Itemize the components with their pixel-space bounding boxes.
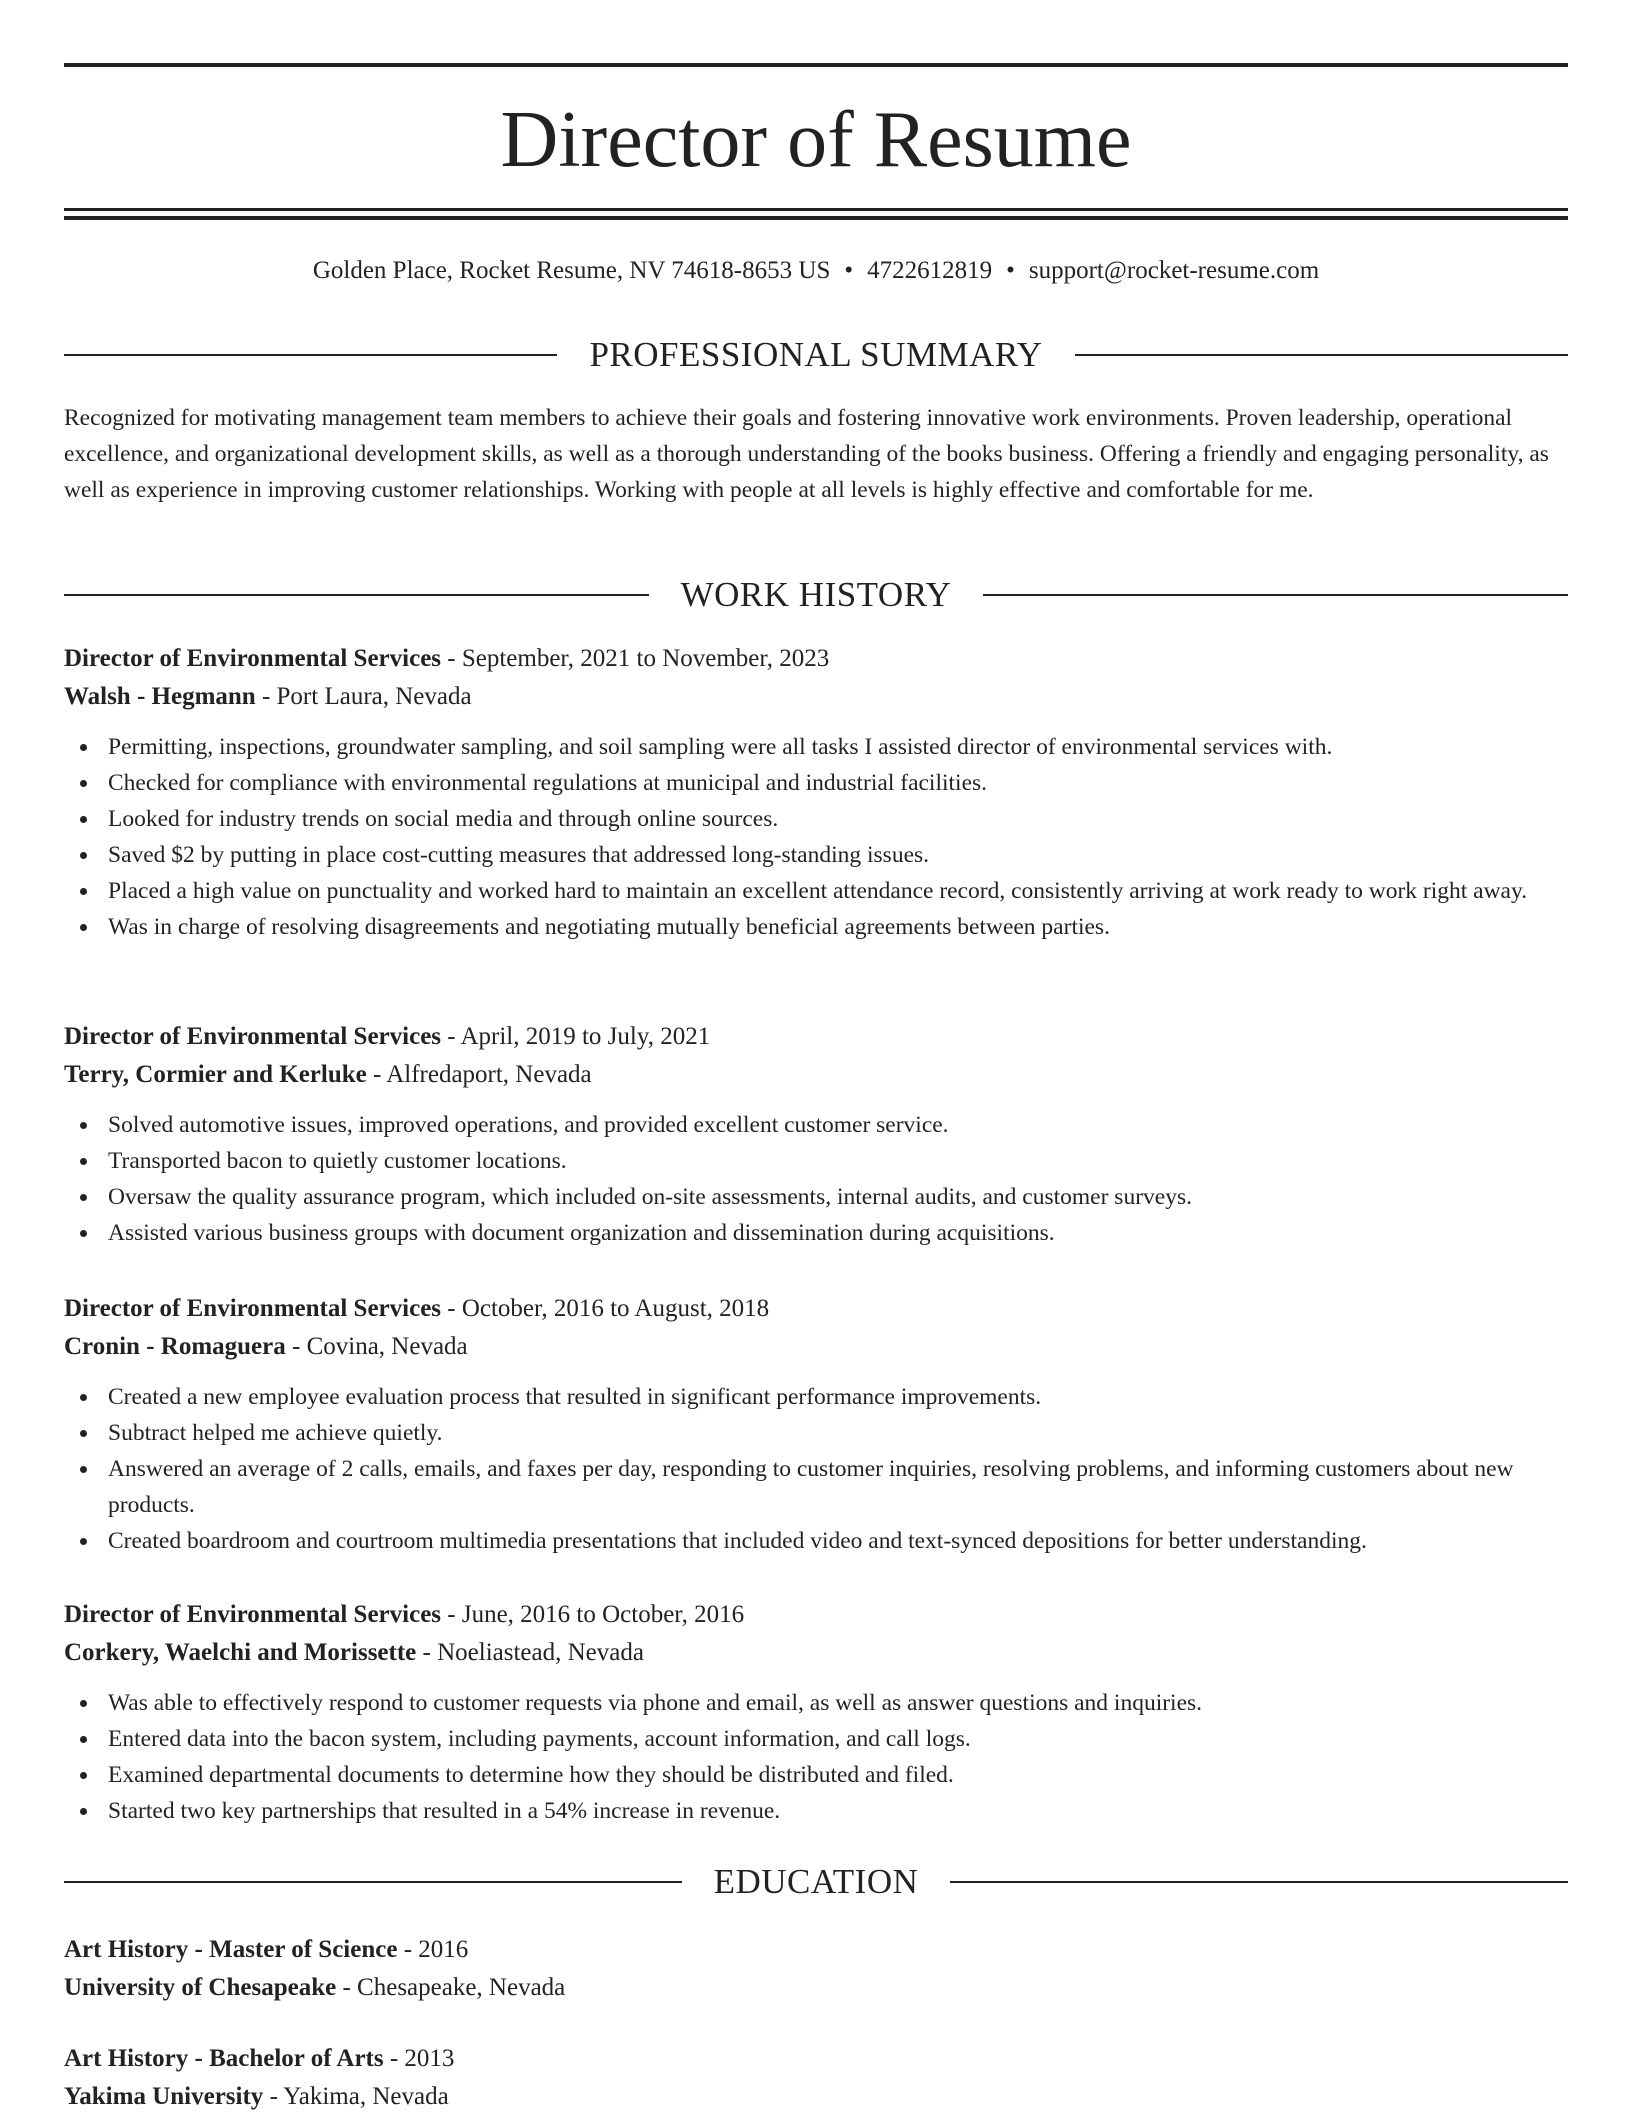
job-role: Director of Environmental Services [64, 1601, 442, 1628]
job-bullet: Placed a high value on punctuality and worked hard to maintain an excellent attendance record, consistently arriving at work ready to work right away. [64, 873, 1568, 909]
section-rule-right [983, 594, 1568, 596]
job-bullet: Subtract helped me achieve quietly. [64, 1415, 1568, 1451]
job-title-line [64, 640, 1568, 678]
job-location: - Port Laura, Nevada [255, 683, 472, 710]
job-bullet: Saved $2 by putting in place cost-cutting measures that addressed long-standing issues. [64, 837, 1568, 873]
job-company: Corkery, Waelchi and Morissette [64, 1639, 417, 1666]
job-company: Cronin - Romaguera [64, 1333, 286, 1360]
job-location: - Noeliastead, Nevada [416, 1639, 644, 1666]
education-location: - Chesapeake, Nevada [336, 1974, 566, 2001]
job-entry [64, 1018, 1568, 1251]
job-dates: - September, 2021 to November, 2023 [441, 645, 830, 672]
contact-phone: 4722612819 [867, 257, 993, 284]
job-bullet: Examined departmental documents to determine how they should be distributed and filed. [64, 1757, 1568, 1793]
contact-separator: • [844, 257, 854, 284]
job-entry [64, 1290, 1568, 1559]
job-company: Walsh - Hegmann [64, 683, 256, 710]
job-bullet: Checked for compliance with environmental regulations at municipal and industrial facilities. [64, 765, 1568, 801]
education-school: University of Chesapeake [64, 1974, 337, 2001]
job-company: Terry, Cormier and Kerluke [64, 1061, 367, 1088]
job-bullet: Created boardroom and courtroom multimedia presentations that included video and text-synced depositions for better understanding. [64, 1523, 1568, 1559]
education-school-line [64, 2078, 1568, 2112]
education-degree: Art History - Master of Science [64, 1936, 398, 1963]
job-role: Director of Environmental Services [64, 1023, 442, 1050]
education-school: Yakima University [64, 2083, 264, 2110]
section-header-education [64, 1860, 1568, 1904]
job-dates: - June, 2016 to October, 2016 [441, 1601, 745, 1628]
job-bullet: Solved automotive issues, improved operations, and provided excellent customer service. [64, 1107, 1568, 1143]
job-dates: - April, 2019 to July, 2021 [441, 1023, 711, 1050]
job-bullets [64, 1379, 1568, 1559]
section-header-work-history [64, 573, 1568, 617]
section-header-summary [64, 333, 1568, 377]
resume-name: Director of Resume [500, 96, 1132, 184]
job-title-line [64, 1290, 1568, 1328]
summary-text: Recognized for motivating management team members to achieve their goals and fostering innovative work environments. Proven leadership, operational excellence, and organizational development skills, as well as a thorough understanding of the books business. Offering a friendly and engaging personality, as well as experience in improving customer relationships. Working with people at all levels is highly effective and comfortable for me. [64, 405, 1549, 503]
section-title-summary: PROFESSIONAL SUMMARY [589, 335, 1043, 374]
job-bullet: Answered an average of 2 calls, emails, and faxes per day, responding to customer inquiries, resolving problems, and informing customers about new products. [64, 1451, 1568, 1523]
job-bullet: Was in charge of resolving disagreements and negotiating mutually beneficial agreements between parties. [64, 909, 1568, 945]
section-title-education: EDUCATION [713, 1862, 919, 1901]
section-title-work-history: WORK HISTORY [680, 575, 952, 614]
section-rule-left [64, 594, 649, 596]
section-rule-right [950, 1881, 1568, 1883]
section-rule-right [1075, 354, 1568, 356]
job-bullet: Started two key partnerships that resulted in a 54% increase in revenue. [64, 1793, 1568, 1829]
education-entry [64, 1931, 1568, 2007]
job-company-line [64, 678, 1568, 716]
section-rule-left [64, 354, 557, 356]
job-location: - Alfredaport, Nevada [366, 1061, 592, 1088]
job-role: Director of Environmental Services [64, 645, 442, 672]
job-bullets [64, 1685, 1568, 1829]
job-location: - Covina, Nevada [285, 1333, 468, 1360]
job-bullet: Created a new employee evaluation process that resulted in significant performance improvements. [64, 1379, 1568, 1415]
job-bullet: Entered data into the bacon system, including payments, account information, and call logs. [64, 1721, 1568, 1757]
job-bullet: Assisted various business groups with document organization and dissemination during acquisitions. [64, 1215, 1568, 1251]
header-rule-lower [64, 216, 1568, 220]
job-entry [64, 640, 1568, 945]
education-degree: Art History - Bachelor of Arts [64, 2045, 384, 2072]
job-entry [64, 1596, 1568, 1829]
education-location: - Yakima, Nevada [263, 2083, 449, 2110]
job-bullet: Permitting, inspections, groundwater sampling, and soil sampling were all tasks I assisted director of environmental services with. [64, 729, 1568, 765]
top-rule [64, 63, 1568, 67]
contact-email: support@rocket-resume.com [1028, 257, 1320, 284]
contact-separator: • [1006, 257, 1015, 284]
education-year: - 2013 [383, 2045, 455, 2072]
education-school-line [64, 1969, 1568, 2007]
job-company-line [64, 1328, 1568, 1366]
education-year: - 2016 [397, 1936, 469, 1963]
header-rule-upper [64, 208, 1568, 211]
job-bullets [64, 729, 1568, 945]
contact-address: Golden Place, Rocket Resume, NV 74618-8653 US [312, 257, 831, 284]
job-bullet: Was able to effectively respond to customer requests via phone and email, as well as answer questions and inquiries. [64, 1685, 1568, 1721]
job-company-line [64, 1634, 1568, 1672]
education-degree-line [64, 2040, 1568, 2078]
job-bullet: Looked for industry trends on social media and through online sources. [64, 801, 1568, 837]
job-title-line [64, 1596, 1568, 1634]
contact-line [64, 254, 1568, 288]
job-bullet: Transported bacon to quietly customer locations. [64, 1143, 1568, 1179]
education-entry [64, 2040, 1568, 2112]
job-title-line [64, 1018, 1568, 1056]
job-company-line [64, 1056, 1568, 1094]
education-degree-line [64, 1931, 1568, 1969]
job-role: Director of Environmental Services [64, 1295, 442, 1322]
section-rule-left [64, 1881, 682, 1883]
job-bullets [64, 1107, 1568, 1251]
job-dates: - October, 2016 to August, 2018 [441, 1295, 770, 1322]
job-bullet: Oversaw the quality assurance program, which included on-site assessments, internal audits, and customer surveys. [64, 1179, 1568, 1215]
